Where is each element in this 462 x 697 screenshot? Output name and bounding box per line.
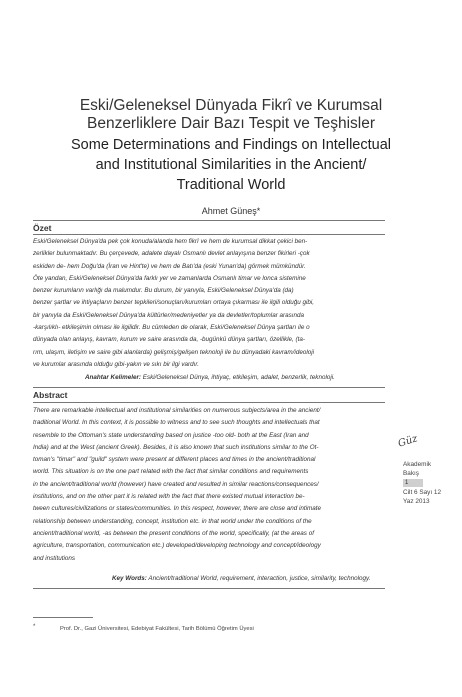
journal-name-line-2: Bakış: [403, 469, 419, 477]
abstract-line: toman's "timar" and "guild" system were present at different places and times in the ancient/traditional: [33, 456, 316, 464]
title-english-line-2: and Institutional Similarities in the Ancient/: [95, 157, 367, 173]
ozet-line: rım, ulaşım, iletişim ve saire gibi alanlarda) gelişmiş/gelişen teknoloji ile bu dünyadaki kavram/ideoloji: [33, 348, 315, 356]
title-turkish-line-1: Eski/Geleneksel Dünyada Fikrî ve Kurumsal: [79, 97, 383, 114]
ozet-body: [33, 236, 385, 371]
ozet-line: dünyada olan anlayış, kavram, kurum ve saire arasında da, -bugünkü dünya şartları, özellikle, (ta-: [33, 336, 305, 344]
ozet-keywords: [85, 374, 335, 381]
abstract-keywords-text: Ancient/traditional World, requirement, interaction, justice, similarity, technology.: [148, 575, 371, 582]
title-turkish-line-2: Benzerliklere Dair Bazı Tespit ve Teşhisler: [86, 115, 376, 132]
footnote-text: Prof. Dr., Gazi Üniversitesi, Edebiyat Fakültesi, Tarih Bölümü Öğretim Üyesi: [60, 626, 254, 632]
ozet-keywords-label: Anahtar Kelimeler:: [85, 374, 141, 381]
abstract-line: There are remarkable intellectual and institutional similarities on numerous subjects/area in the ancient/: [33, 407, 321, 414]
ozet-line: Öte yandan, Eski/Geleneksel Dünya'da farklı yer ve zamanlarda Osmanlı timar ve lonca sistemine: [33, 274, 306, 282]
issue-badge: [403, 479, 423, 487]
ozet-line: zerlikler bulunmaktadır. Bu çerçevede, adalete dayalı Osmanlı devlet anlayışına benzer fikirleri -çok: [33, 250, 310, 258]
divider-abstract-top: [33, 387, 385, 388]
abstract-heading: Abstract: [33, 390, 68, 400]
journal-year: Yaz 2013: [403, 498, 430, 505]
title-english-line-1: Some Determinations and Findings on Intellectual: [71, 137, 391, 153]
title-turkish: [0, 97, 462, 133]
journal-name-line-1: Akademik: [403, 461, 432, 468]
divider-top: [33, 220, 385, 221]
ozet-keywords-text: Eski/Geleneksel Dünya, ihtiyaç, etkileşim, adalet, benzerlik, teknoloji.: [142, 374, 335, 381]
abstract-body: [33, 405, 385, 565]
divider-ozet: [33, 234, 385, 235]
ozet-line: Eski/Geleneksel Dünya'da pek çok konuda/alanda hem fikrî ve hem de kurumsal dikkat çekici ben-: [33, 238, 308, 245]
title-english: [0, 135, 462, 195]
abstract-line: resemble to the Ottoman's state understanding based on justice -too old- both at the East (Iran and: [33, 431, 309, 439]
footnote-mark: *: [33, 624, 36, 630]
abstract-keywords: [112, 575, 370, 582]
abstract-line: tween cultures/civilizations or states/communities. In this respect, however, there are close and intimate: [33, 505, 322, 513]
abstract-line: and institutions: [33, 554, 76, 562]
abstract-keywords-label: Key Words:: [112, 575, 147, 582]
abstract-line: relationship between understanding, concept, institution etc. in that world under the conditions of the: [33, 517, 312, 525]
journal-name: [403, 461, 431, 478]
abstract-line: India) and at the West (ancient Greek). Besides, it is also known that such institutions similar to the Ot-: [33, 443, 319, 451]
abstract-line: traditional World. In this context, it is possible to witness and to see such thoughts and intellectuals that: [33, 419, 320, 427]
abstract-line: agriculture, transportation, communication etc.) developed/developing technology and concept/ideology: [33, 542, 321, 550]
abstract-line: institutions, and on the other part it is related with the fact that there existed mutual interaction be-: [33, 493, 305, 501]
ozet-line: benzer kurumların varlığı da malumdur. Bu durum, bir yanıyla, Eski/Geleneksel Dünya'da (da): [33, 287, 294, 295]
ozet-line: ve kurumlar arasında olduğu gibi-yakın ve sıkı bir ilgi vardır.: [33, 360, 200, 368]
divider-abstract: [33, 402, 385, 403]
title-english-line-3: Traditional World: [176, 177, 286, 193]
logo-signature: Güz: [396, 433, 419, 450]
abstract-line: world. This situation is on the one part related with the fact that similar conditions and requirements: [33, 468, 309, 476]
ozet-line: benzer şartlar ve ihtiyaçların benzer tepkileri/sonuçları/kurumları ortaya çıkarması ile ilgili olduğu gibi,: [33, 299, 315, 307]
ozet-heading: Özet: [33, 223, 52, 233]
divider-abstract-bottom: [33, 588, 385, 589]
abstract-line: ancient/traditional world, -as between the present conditions of the world, specifically, (at the areas of: [33, 529, 314, 537]
footnote-rule: [33, 617, 93, 618]
ozet-line: eskiden de- hem Doğu'da (İran ve Hint'te) ve hem de Batı'da (eski Yunan'da) görmek mümkündür.: [33, 262, 306, 270]
issue-number: 1: [405, 480, 409, 486]
abstract-line: in the ancient/traditional world (however) have created and resulted in similar reactions/consequences/: [33, 480, 319, 488]
journal-volume: Cilt 6 Sayı 12: [403, 489, 442, 496]
ozet-line: bir yanıyla da Eski/Geleneksel Dünya'da kültürler/medeniyetler ya da devletler/toplumlar arasında: [33, 311, 305, 319]
ozet-line: -karşılıklı- etkileşimin olması ile ilgilidir. Bu cümleden de olarak, Eski/Geleneksel Dünya şartları ile o: [33, 324, 310, 332]
author-name: Ahmet Güneş*: [201, 206, 261, 216]
